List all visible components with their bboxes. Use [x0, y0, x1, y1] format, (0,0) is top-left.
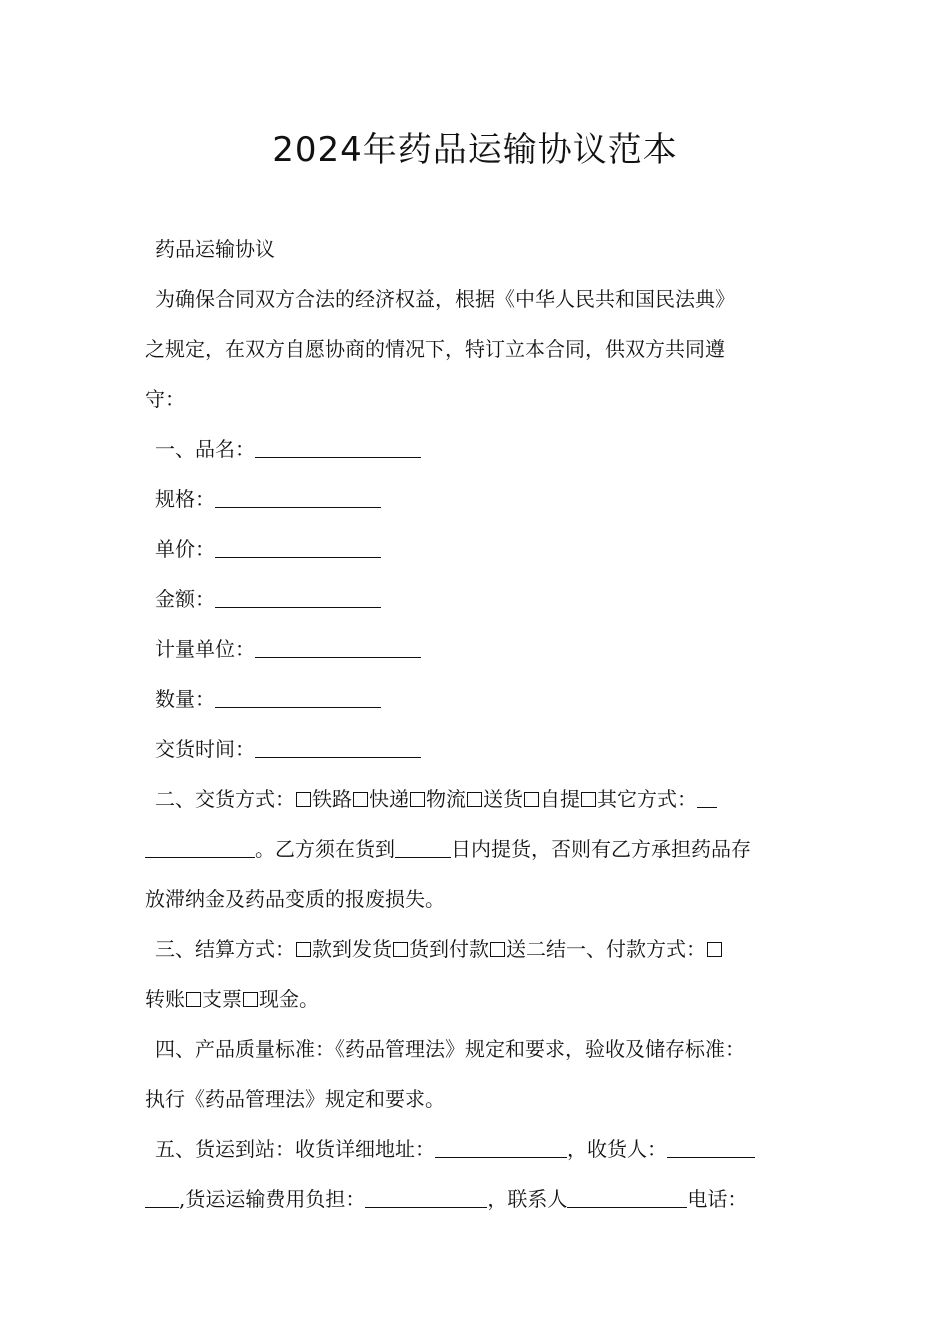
intro-line-3: 守： — [145, 387, 185, 411]
delivery-option-send: 送货 — [483, 787, 523, 811]
measure-unit-blank — [255, 637, 421, 658]
delivery-option-other: 其它方式： — [597, 787, 697, 811]
amount-label: 金额： — [155, 587, 215, 611]
checkbox-icon — [296, 792, 311, 807]
amount-blank — [215, 587, 381, 608]
settlement-line-2 — [145, 984, 319, 1014]
unit-price-row — [155, 534, 381, 564]
unit-price-blank — [215, 537, 381, 558]
shipping-address-label: 五、货运到站：收货详细地址： — [155, 1137, 435, 1161]
checkbox-icon — [410, 792, 425, 807]
phone-label: 电话： — [687, 1187, 748, 1211]
delivery-time-row — [155, 734, 421, 764]
delivery-option-pickup: 自提 — [540, 787, 580, 811]
product-name-row — [155, 434, 421, 464]
contact-blank — [567, 1187, 687, 1208]
measure-unit-label: 计量单位： — [155, 637, 255, 661]
quality-standard-line-1: 四、产品质量标准：《药品管理法》规定和要求，验收及储存标准： — [155, 1037, 745, 1061]
spec-blank — [215, 487, 381, 508]
quantity-label: 数量： — [155, 687, 215, 711]
settlement-option-prepay: 款到发货 — [312, 937, 392, 961]
checkbox-icon — [243, 992, 258, 1007]
quantity-row — [155, 684, 381, 714]
delivery-method-label: 二、交货方式： — [155, 787, 295, 811]
checkbox-icon — [707, 942, 722, 957]
checkbox-icon — [186, 992, 201, 1007]
settlement-option-send-two: 送二结一、付款方式： — [506, 937, 706, 961]
payment-option-check: 支票 — [202, 987, 242, 1011]
receiver-label: ，收货人： — [567, 1137, 667, 1161]
intro-line-2: 之规定，在双方自愿协商的情况下，特订立本合同，供双方共同遵 — [145, 337, 725, 361]
checkbox-icon — [467, 792, 482, 807]
checkbox-icon — [296, 942, 311, 957]
product-name-blank — [255, 437, 421, 458]
delivery-method-line-3: 放滞纳金及药品变质的报废损失。 — [145, 887, 445, 911]
document-title: 2024年药品运输协议范本 — [272, 130, 678, 170]
quality-standard-line-2: 执行《药品管理法》规定和要求。 — [145, 1087, 445, 1111]
measure-unit-row — [155, 634, 421, 664]
contact-label: ，联系人 — [487, 1187, 568, 1211]
delivery-time-blank — [255, 737, 421, 758]
amount-row — [155, 584, 381, 614]
intro-line-1: 为确保合同双方合法的经济权益，根据《中华人民共和国民法典》 — [155, 287, 735, 311]
checkbox-icon — [581, 792, 596, 807]
delivery-option-rail: 铁路 — [312, 787, 352, 811]
freight-fee-label: ,货运运输费用负担： — [179, 1187, 366, 1211]
settlement-option-cod: 货到付款 — [409, 937, 489, 961]
payment-option-cash: 现金。 — [259, 987, 319, 1011]
settlement-label: 三、结算方式： — [155, 937, 295, 961]
receiver-blank — [667, 1137, 755, 1158]
delivery-time-label: 交货时间： — [155, 737, 255, 761]
shipping-row — [155, 1134, 755, 1164]
pickup-days-blank — [395, 837, 451, 858]
receiver-blank-cont — [145, 1187, 179, 1208]
delivery-method-line-2 — [145, 834, 751, 864]
checkbox-icon — [524, 792, 539, 807]
unit-price-label: 单价： — [155, 537, 215, 561]
checkbox-icon — [490, 942, 505, 957]
other-method-blank-cont — [145, 837, 255, 858]
address-blank — [435, 1137, 567, 1158]
shipping-line-2 — [145, 1184, 747, 1214]
spec-row — [155, 484, 381, 514]
document-subtitle: 药品运输协议 — [155, 237, 275, 261]
delivery-option-express: 快递 — [369, 787, 409, 811]
payment-option-transfer: 转账 — [145, 987, 185, 1011]
delivery-option-logistics: 物流 — [426, 787, 466, 811]
spec-label: 规格： — [155, 487, 215, 511]
checkbox-icon — [393, 942, 408, 957]
settlement-row — [155, 934, 723, 964]
product-name-label: 一、品名： — [155, 437, 255, 461]
checkbox-icon — [353, 792, 368, 807]
pickup-days-post: 日内提货，否则有乙方承担药品存 — [451, 837, 751, 861]
quantity-blank — [215, 687, 381, 708]
freight-fee-blank — [365, 1187, 487, 1208]
delivery-method-row — [155, 784, 717, 814]
pickup-days-pre: 。乙方须在货到 — [255, 837, 395, 861]
other-method-blank — [697, 787, 717, 808]
